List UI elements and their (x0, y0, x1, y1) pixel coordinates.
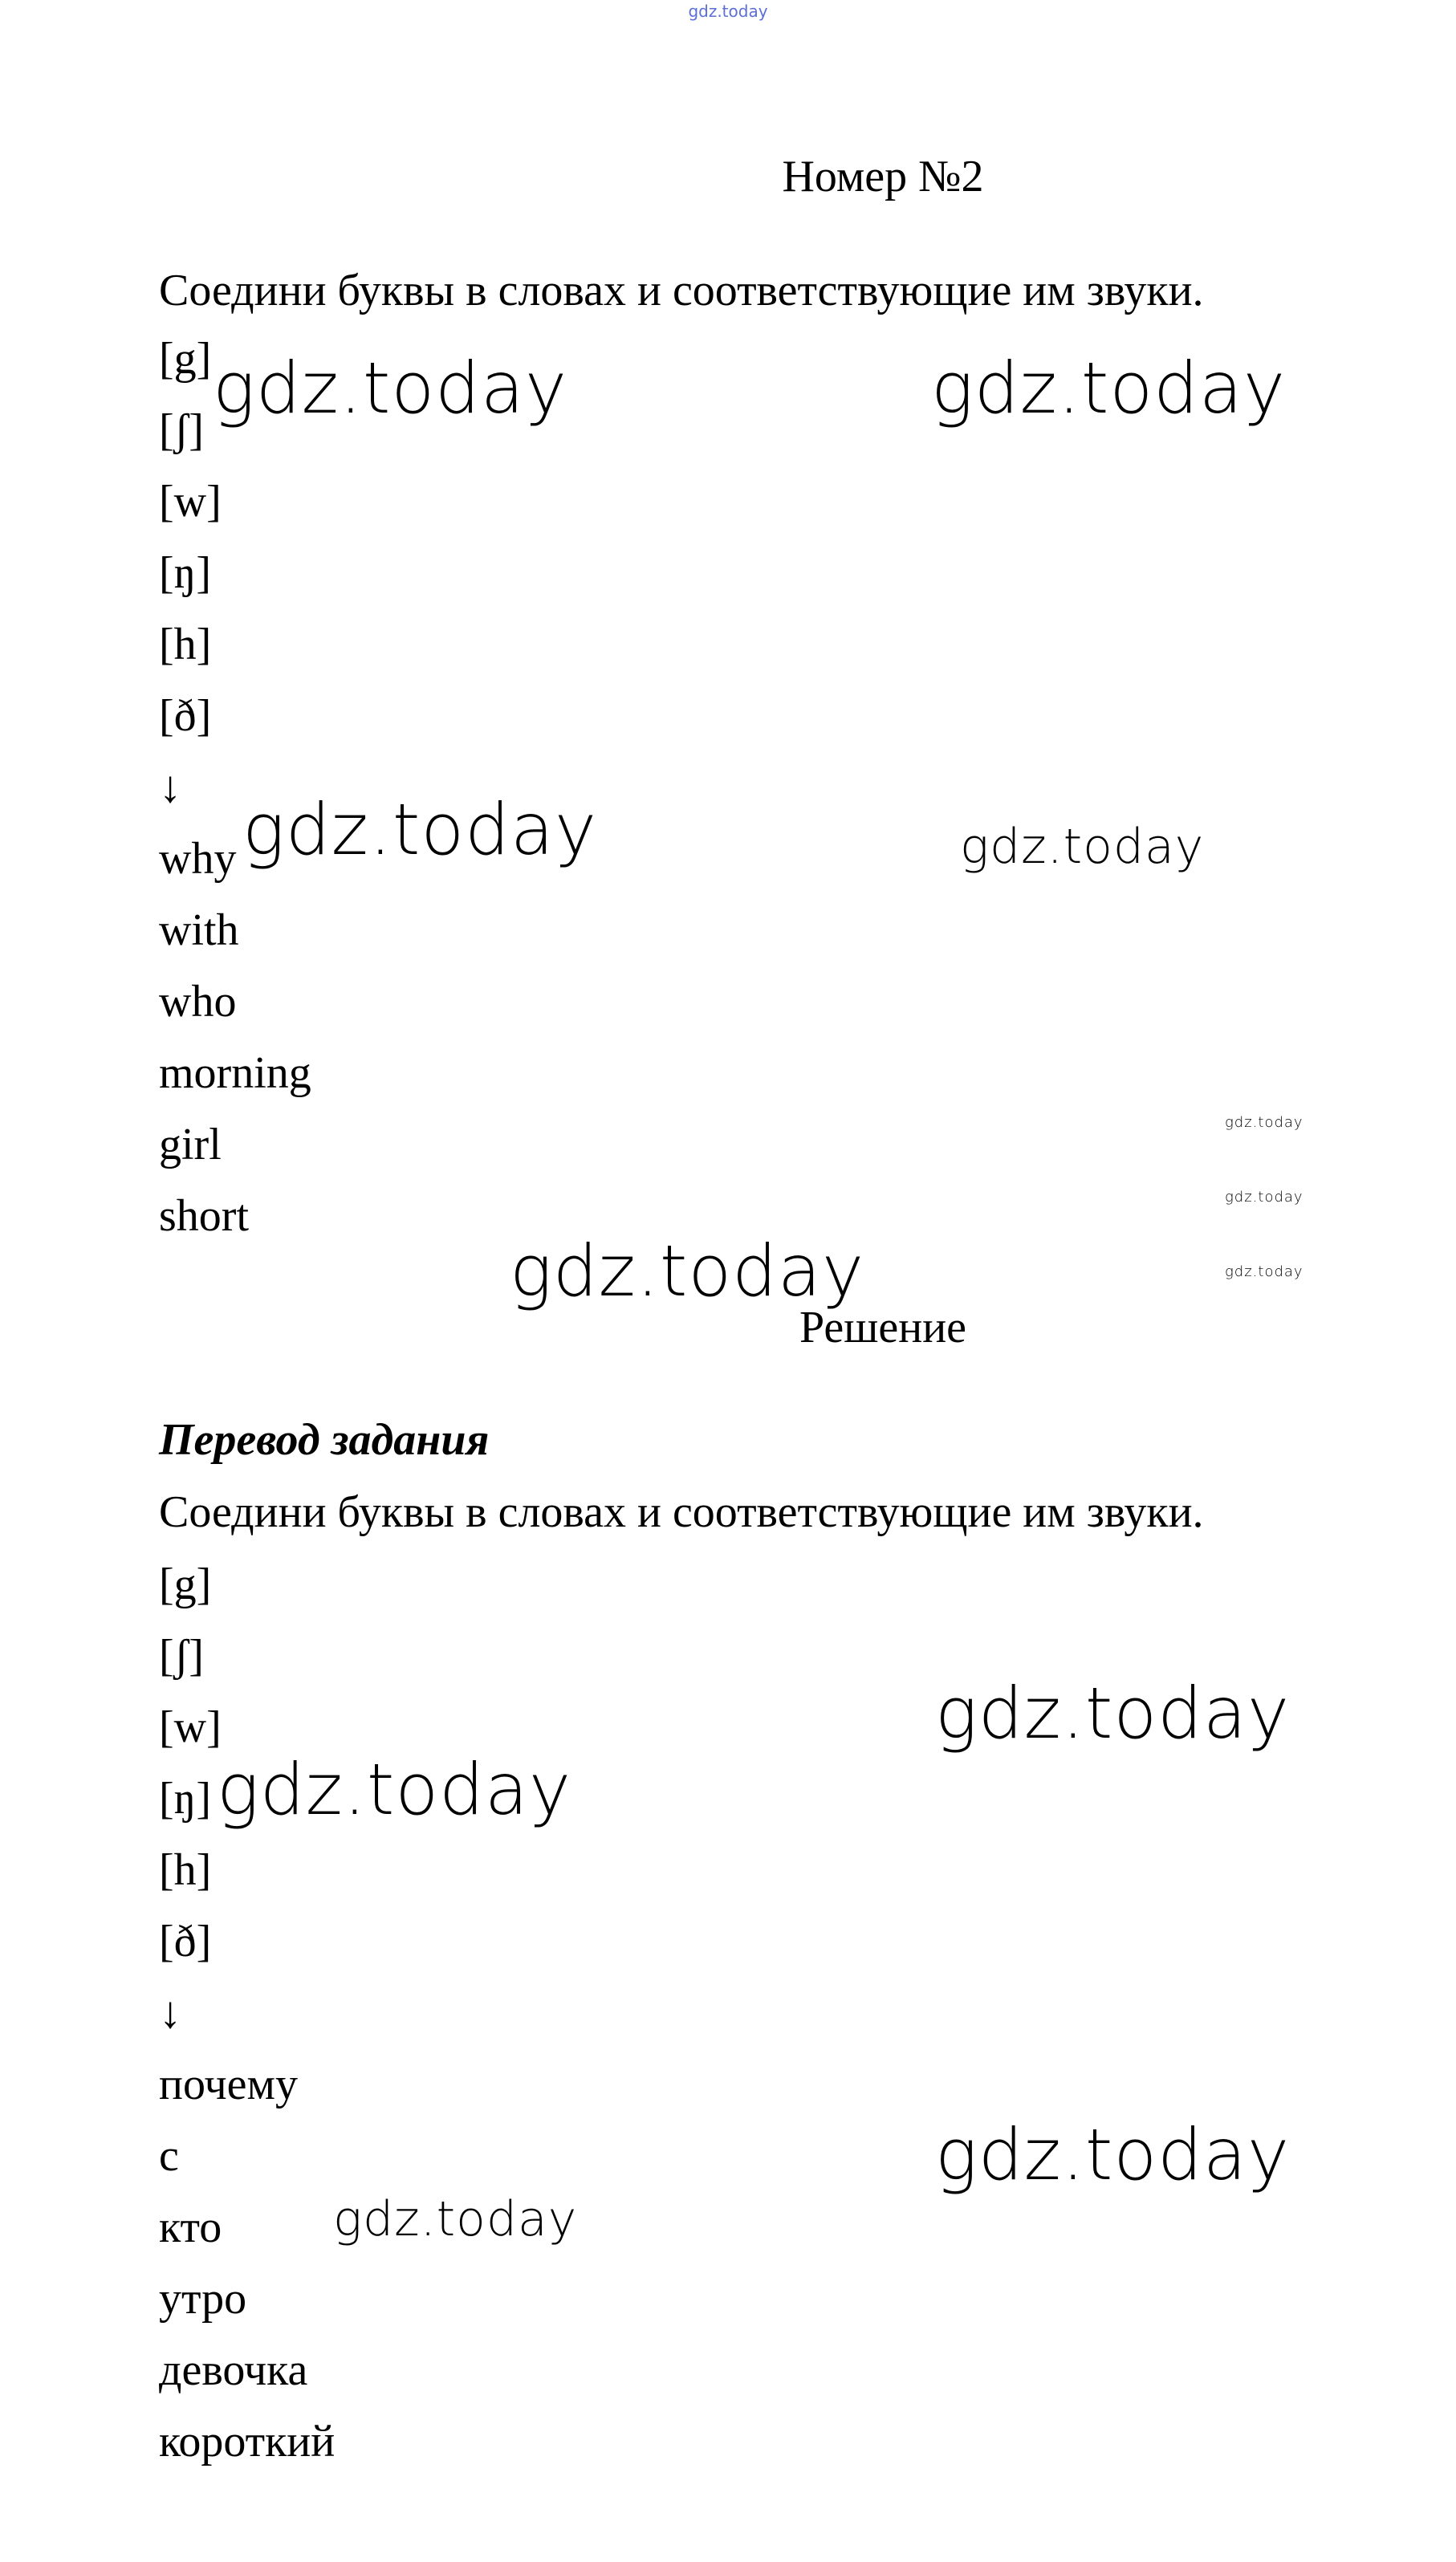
word-item: почему (159, 2060, 298, 2109)
sound-item: [ð] (159, 691, 212, 741)
word-item: girl (159, 1120, 222, 1169)
sound-item: [w] (159, 1702, 222, 1752)
solution-label: Решение (799, 1303, 967, 1352)
watermark: gdz.today (960, 819, 1205, 875)
watermark: gdz.today (935, 2113, 1291, 2196)
watermark: gdz.today (1225, 1189, 1303, 1206)
word-item: who (159, 977, 237, 1027)
watermark: gdz.today (333, 2191, 578, 2247)
word-item: morning (159, 1048, 311, 1098)
task-instruction: Соедини буквы в словах и соответствующие им звуки. (159, 266, 1204, 315)
translation-heading: Перевод задания (159, 1415, 490, 1465)
watermark: gdz.today (217, 1748, 572, 1831)
sound-item: [ŋ] (159, 548, 211, 598)
watermark: gdz.today (1225, 1263, 1303, 1280)
word-item: с (159, 2131, 179, 2181)
sound-item: [g] (159, 1560, 212, 1609)
sound-item: [g] (159, 334, 212, 384)
word-item: короткий (159, 2417, 336, 2466)
watermark: gdz.today (1225, 1114, 1303, 1131)
watermark: gdz.today (931, 347, 1287, 429)
sound-item: [h] (159, 620, 212, 669)
word-item: утро (159, 2274, 247, 2324)
watermark: gdz.today (935, 1672, 1291, 1755)
sound-item: [h] (159, 1845, 212, 1895)
top-watermark: gdz.today (688, 2, 768, 21)
arrow-down: ↓ (159, 762, 181, 812)
word-item: кто (159, 2202, 222, 2252)
word-item: with (159, 905, 239, 955)
sound-item: [ð] (159, 1917, 212, 1966)
word-item: why (159, 834, 237, 884)
translation-instruction: Соедини буквы в словах и соответствующие им звуки. (159, 1487, 1204, 1537)
sound-item: [ʃ] (159, 1631, 204, 1681)
sound-item: [ʃ] (159, 405, 204, 455)
watermark: gdz.today (510, 1230, 865, 1312)
word-item: short (159, 1191, 249, 1241)
watermark: gdz.today (242, 788, 598, 871)
page-title: Номер №2 (782, 152, 984, 201)
word-item: девочка (159, 2345, 308, 2395)
sound-item: [w] (159, 477, 222, 527)
sound-item: [ŋ] (159, 1774, 211, 1824)
watermark: gdz.today (213, 347, 568, 429)
arrow-down: ↓ (159, 1988, 181, 2038)
